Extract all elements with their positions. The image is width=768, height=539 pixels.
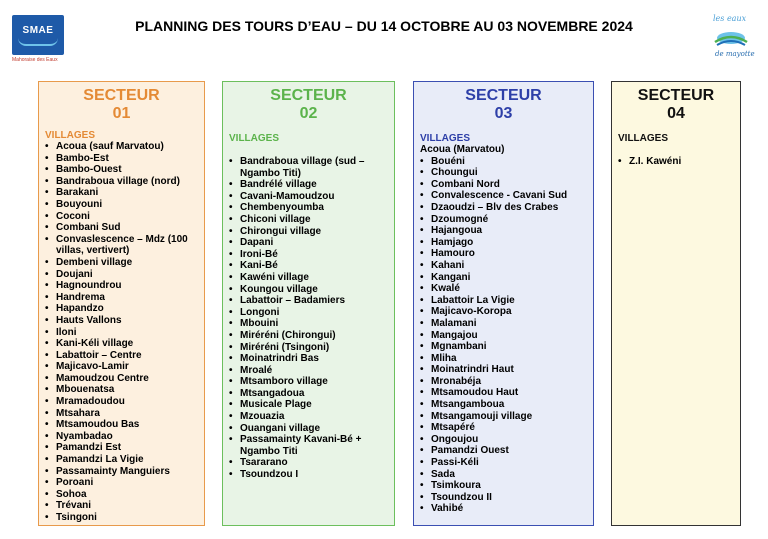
village-item: • Miréréni (Tsingoni) xyxy=(229,342,394,354)
village-item: • Mamoudzou Centre xyxy=(45,373,204,385)
villages-label: VILLAGES xyxy=(45,130,96,141)
village-item: • Chiconi village xyxy=(229,214,394,226)
village-item: • Doujani xyxy=(45,269,204,281)
eaux-mayotte-logo xyxy=(705,12,761,67)
village-item: • Bambo-Est xyxy=(45,153,204,165)
village-item: • Mroalé xyxy=(229,365,394,377)
village-item: • Z.I. Kawéni xyxy=(618,156,740,168)
village-item: • Barakani xyxy=(45,187,204,199)
village-item: • Bandrélé village xyxy=(229,179,394,191)
village-item: • Pamandzi La Vigie xyxy=(45,454,204,466)
village-item: • Chirongui village xyxy=(229,226,394,238)
village-item: • Hajangoua xyxy=(420,225,593,237)
village-list xyxy=(39,141,204,524)
village-item: • Handrema xyxy=(45,292,204,304)
village-list xyxy=(414,156,593,515)
village-item: • Kwalé xyxy=(420,283,593,295)
village-item: • Convaslescence – Mdz (100 villas, vertivert) xyxy=(45,234,204,257)
sector-card-01 xyxy=(38,81,205,526)
village-item: • Ironi-Bé xyxy=(229,249,394,261)
village-item: • Mgnambani xyxy=(420,341,593,353)
village-item: • Tsimkoura xyxy=(420,480,593,492)
village-item: • Bouéni xyxy=(420,156,593,168)
villages-label: VILLAGES xyxy=(618,133,669,144)
village-item: • Mtsangamboua xyxy=(420,399,593,411)
village-item: • Ongoujou xyxy=(420,434,593,446)
village-item: • Kahani xyxy=(420,260,593,272)
village-item: • Poroani xyxy=(45,477,204,489)
village-item: • Malamani xyxy=(420,318,593,330)
village-item: • Chembenyoumba xyxy=(229,202,394,214)
village-item: • Musicale Plage xyxy=(229,399,394,411)
village-item: • Majicavo-Koropa xyxy=(420,306,593,318)
village-item: • Mtsapéré xyxy=(420,422,593,434)
village-item: • Bandraboua village (sud – Ngambo Titi) xyxy=(229,156,394,179)
wave-icon xyxy=(18,38,58,46)
water-wave-icon xyxy=(711,28,751,48)
village-item: • Dapani xyxy=(229,237,394,249)
village-item: • Nyambadao xyxy=(45,431,204,443)
village-item: • Hagnoundrou xyxy=(45,280,204,292)
village-item: • Kani-Bé xyxy=(229,260,394,272)
village-item: • Kangani xyxy=(420,272,593,284)
village-item: • Miréréni (Chirongui) xyxy=(229,330,394,342)
village-item: • Moinatrindri Haut xyxy=(420,364,593,376)
village-item: • Mtsahara xyxy=(45,408,204,420)
smae-logo-subtitle: Mahoraise des Eaux xyxy=(12,57,58,63)
village-item: • Passamainty Manguiers xyxy=(45,466,204,478)
sector-title: SECTEUR xyxy=(465,87,542,104)
sector-title: SECTEUR xyxy=(83,87,160,104)
village-item: • Hauts Vallons xyxy=(45,315,204,327)
villages-label: VILLAGES xyxy=(229,133,280,144)
page-title: PLANNING DES TOURS D’EAU – DU 14 OCTOBRE AU 03 NOVEMBRE 2024 xyxy=(135,18,633,34)
village-item: • Mtsamoudou Bas xyxy=(45,419,204,431)
sector-number: 03 xyxy=(494,105,513,122)
village-item: • Convalescence - Cavani Sud xyxy=(420,190,593,202)
village-item: • Hapandzo xyxy=(45,303,204,315)
village-item: • Dzoumogné xyxy=(420,214,593,226)
village-item: • Mangajou xyxy=(420,330,593,342)
village-item: • Sohoa xyxy=(45,489,204,501)
eaux-logo-line2: de mayotte xyxy=(715,50,755,58)
village-item: • Tsoundzou I xyxy=(229,469,394,481)
village-item: • Mtsangadoua xyxy=(229,388,394,400)
village-item: • Majicavo-Lamir xyxy=(45,361,204,373)
village-item: • Kani-Kéli village xyxy=(45,338,204,350)
village-item: • Koungou village xyxy=(229,284,394,296)
village-item: • Labattoir – Centre xyxy=(45,350,204,362)
village-item: • Pamandzi Est xyxy=(45,442,204,454)
village-item: • Tsoundzou II xyxy=(420,492,593,504)
village-item: • Acoua (sauf Marvatou) xyxy=(45,141,204,153)
village-item: • Combani Nord xyxy=(420,179,593,191)
village-item: • Ouangani village xyxy=(229,423,394,435)
village-item: • Dembeni village xyxy=(45,257,204,269)
sector-note: Acoua (Marvatou) xyxy=(420,144,505,155)
village-item: • Mtsamboro village xyxy=(229,376,394,388)
village-item: • Mbouenatsa xyxy=(45,384,204,396)
village-item: • Longoni xyxy=(229,307,394,319)
village-item: • Bandraboua village (nord) xyxy=(45,176,204,188)
sector-card-03 xyxy=(413,81,594,526)
village-item: • Coconi xyxy=(45,211,204,223)
sector-number: 02 xyxy=(299,105,318,122)
village-item: • Choungui xyxy=(420,167,593,179)
village-item: • Iloni xyxy=(45,327,204,339)
village-item: • Sada xyxy=(420,469,593,481)
sector-number: 04 xyxy=(667,105,685,122)
village-item: • Mramadoudou xyxy=(45,396,204,408)
village-item: • Passi-Kéli xyxy=(420,457,593,469)
eaux-logo-line1: les eaux xyxy=(713,14,747,23)
sector-card-02 xyxy=(222,81,395,526)
village-item: • Passamainty Kavani-Bé + Ngambo Titi xyxy=(229,434,394,457)
village-item: • Dzaoudzi – Blv des Crabes xyxy=(420,202,593,214)
smae-logo-text: SMAE xyxy=(22,24,54,36)
village-item: • Mronabéja xyxy=(420,376,593,388)
village-item: • Hamouro xyxy=(420,248,593,260)
sector-number: 01 xyxy=(112,105,131,122)
sector-title: SECTEUR xyxy=(637,87,715,104)
village-item: • Trévani xyxy=(45,500,204,512)
village-item: • Vahibé xyxy=(420,503,593,515)
village-item: • Mzouazia xyxy=(229,411,394,423)
village-item: • Mliha xyxy=(420,353,593,365)
village-item: • Hamjago xyxy=(420,237,593,249)
village-item: • Moinatrindri Bas xyxy=(229,353,394,365)
village-list xyxy=(223,156,394,481)
village-item: • Mbouini xyxy=(229,318,394,330)
village-item: • Combani Sud xyxy=(45,222,204,234)
village-item: • Tsingoni xyxy=(45,512,204,524)
village-item: • Mtsamoudou Haut xyxy=(420,387,593,399)
village-list xyxy=(612,156,740,168)
village-item: • Labattoir La Vigie xyxy=(420,295,593,307)
village-item: • Tsararano xyxy=(229,457,394,469)
village-item: • Mtsangamouji village xyxy=(420,411,593,423)
sector-title: SECTEUR xyxy=(270,87,347,104)
village-item: • Bouyouni xyxy=(45,199,204,211)
village-item: • Bambo-Ouest xyxy=(45,164,204,176)
village-item: • Cavani-Mamoudzou xyxy=(229,191,394,203)
village-item: • Kawéni village xyxy=(229,272,394,284)
village-item: • Labattoir – Badamiers xyxy=(229,295,394,307)
villages-label: VILLAGES xyxy=(420,133,471,144)
village-item: • Pamandzi Ouest xyxy=(420,445,593,457)
sector-card-04 xyxy=(611,81,741,526)
